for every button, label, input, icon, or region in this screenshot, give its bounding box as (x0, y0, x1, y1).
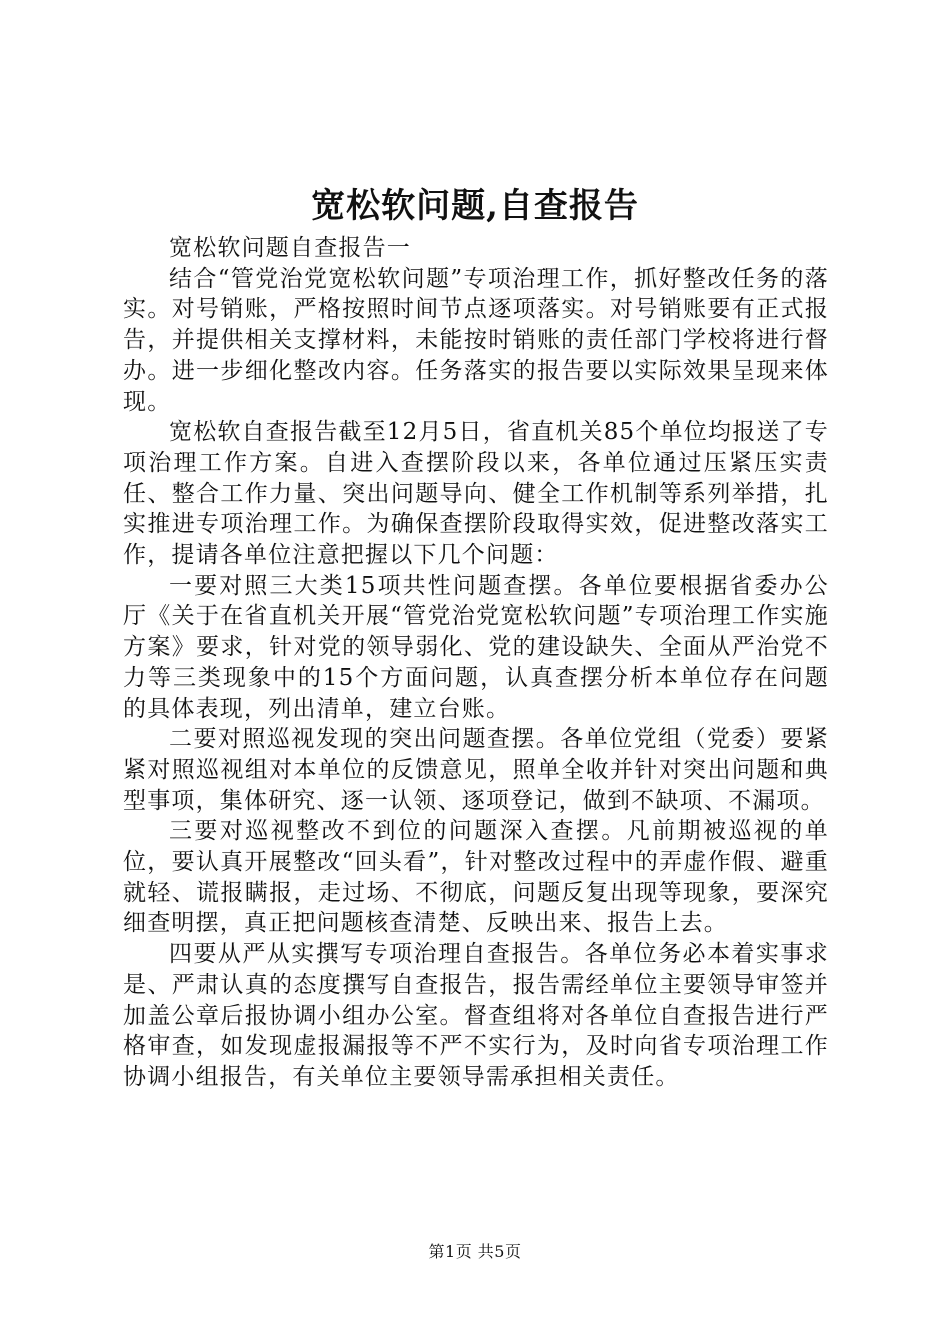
paragraph-subtitle: 宽松软问题自查报告一 (169, 235, 411, 261)
paragraph-4: 二要对照巡视发现的突出问题查摆。各单位党组（党委）要紧紧对照巡视组对本单位的反馈意见，照单全收并针对突出问题和典型事项，集体研究、逐一认领、逐项登记，做到不缺项、不漏项。 (123, 726, 829, 814)
document-title: 宽松软问题,自查报告 (311, 186, 639, 226)
paragraph-1: 结合“管党治党宽松软问题”专项治理工作，抓好整改任务的落实。对号销账，严格按照时间节点逐项落实。对号销账要有正式报告，并提供相关支撑材料，未能按时销账的责任部门学校将进行督办。进一步细化整改内容。任务落实的报告要以实际效果呈现来体现。 (123, 265, 829, 415)
paragraph-2: 宽松软自查报告截至12月5日，省直机关85个单位均报送了专项治理工作方案。自进入查摆阶段以来，各单位通过压紧压实责任、整合工作力量、突出问题导向、健全工作机制等系列举措，扎实推进专项治理工作。为确保查摆阶段取得实效，促进整改落实工作，提请各单位注意把握以下几个问题： (123, 419, 829, 569)
document-body (123, 233, 829, 1093)
paragraph-6: 四要从严从实撰写专项治理自查报告。各单位务必本着实事求是、严肃认真的态度撰写自查报告，报告需经单位主要领导审签并加盖公章后报协调小组办公室。督查组将对各单位自查报告进行严格审查，如发现虚报漏报等不严不实行为，及时向省专项治理工作协调小组报告，有关单位主要领导需承担相关责任。 (123, 941, 829, 1090)
paragraph-3: 一要对照三大类15项共性问题查摆。各单位要根据省委办公厅《关于在省直机关开展“管党治党宽松软问题”专项治理工作实施方案》要求，针对党的领导弱化、党的建设缺失、全面从严治党不力等三类现象中的15个方面问题，认真查摆分析本单位存在问题的具体表现，列出清单，建立台账。 (123, 572, 829, 722)
page-footer: 第1页 共5页 (428, 1242, 522, 1261)
paragraph-5: 三要对巡视整改不到位的问题深入查摆。凡前期被巡视的单位，要认真开展整改“回头看”，针对整改过程中的弄虚作假、避重就轻、谎报瞒报，走过场、不彻底，问题反复出现等现象，要深究细查明摆，真正把问题核查清楚、反映出来、报告上去。 (123, 818, 829, 937)
